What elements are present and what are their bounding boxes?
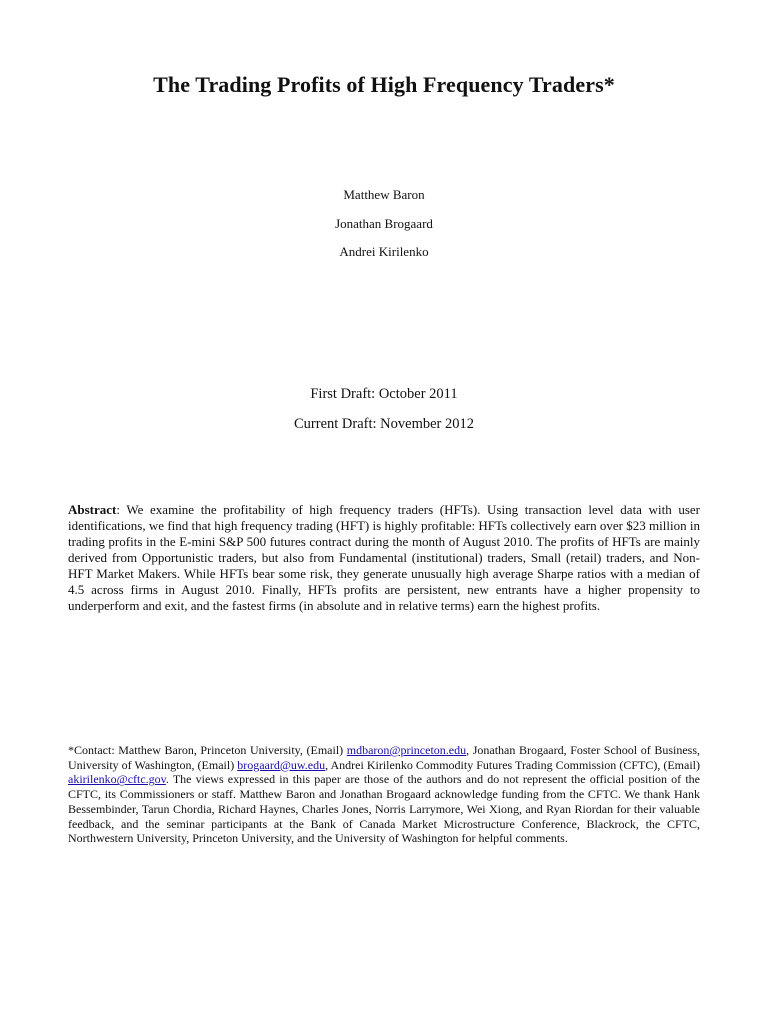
author-name: Jonathan Brogaard bbox=[335, 215, 433, 231]
author-name: Matthew Baron bbox=[343, 187, 425, 202]
author-name: Andrei Kirilenko bbox=[339, 244, 429, 259]
abstract-text: : We examine the profitability of high frequency traders (HFTs). Using transaction level data with user identifications, we find that high frequency trading (HFT) is highly profitable: HFTs collectively earn over $23 million in trading profits in the E-mini S&P 500 futures contract during the month of August 2010. The profits of HFTs are mainly derived from Opportunistic traders, but also from Fundamental (institutional) traders, Small (retail) traders, and Non-HFT Market Makers. While HFTs bear some risk, they generate unusually high average Sharpe ratios with a median of 4.5 across firms in August 2010. Finally, HFTs profits are persistent, new entrants have a higher propensity to underperform and exit, and the fastest firms (in absolute and in relative terms) earn the highest profits. bbox=[68, 502, 700, 613]
paper-title: The Trading Profits of High Frequency Traders* bbox=[153, 72, 615, 97]
footnote-text: , Andrei Kirilenko Commodity Futures Trading Commission (CFTC), (Email) bbox=[325, 757, 700, 772]
footnote-text: , Jonathan Brogaard, Foster School of Business, University of Washington, (Email) bbox=[68, 743, 700, 772]
email-link-brogaard[interactable]: brogaard@uw.edu bbox=[237, 757, 326, 772]
first-draft-date: First Draft: October 2011 bbox=[310, 386, 458, 402]
current-draft-date: Current Draft: November 2012 bbox=[294, 416, 474, 432]
abstract-label: Abstract bbox=[68, 502, 117, 517]
footnote-text: *Contact: Matthew Baron, Princeton University, (Email) bbox=[68, 743, 347, 757]
author-list bbox=[0, 186, 768, 272]
contact-footnote bbox=[68, 743, 700, 846]
email-link-kirilenko[interactable]: akirilenko@cftc.gov bbox=[68, 772, 166, 787]
footnote-text: . The views expressed in this paper are those of the authors and do not represent the official position of the CFTC, its Commissioners or staff. Matthew Baron and Jonathan Brogaard acknowledge funding from the CFTC. We thank Hank Bessembinder, Tarun Chordia, Richard Haynes, Charles Jones, Norris Larrymore, Wei Xiong, and Ryan Riordan for their valuable feedback, and the seminar participants at the Bank of Canada Market Microstructure Conference, Blackrock, the CFTC, Northwestern University, Princeton University, and the University of Washington for helpful comments. bbox=[68, 772, 700, 846]
abstract-paragraph bbox=[68, 502, 700, 614]
email-link-baron[interactable]: mdbaron@princeton.edu bbox=[346, 743, 467, 757]
draft-dates bbox=[0, 384, 768, 444]
